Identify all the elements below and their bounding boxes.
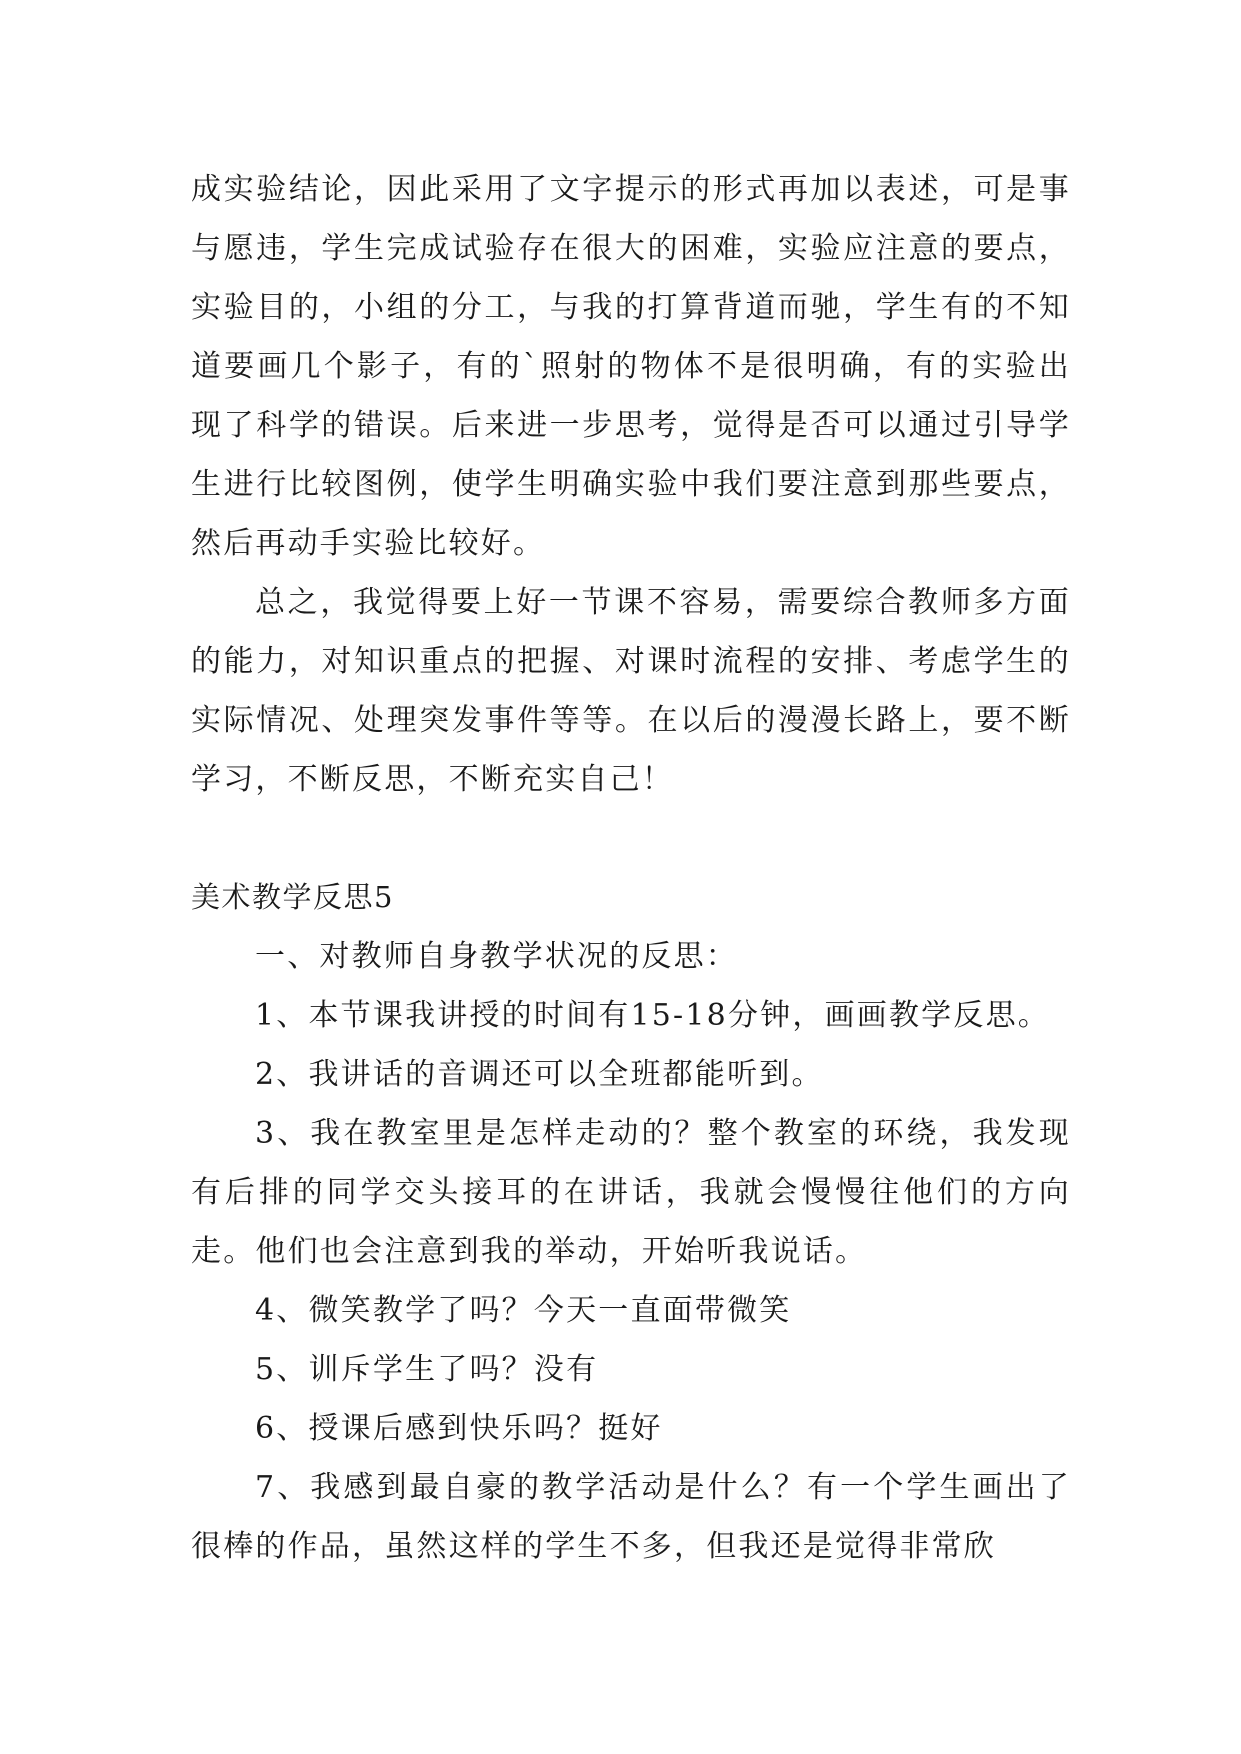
paragraph-item-heading: 一、对教师自身教学状况的反思：: [255, 939, 738, 974]
paragraph-experiment-reflection: 成实验结论，因此采用了文字提示的形式再加以表述，可是事与愿违，学生完成试验存在很大的困难，实验应注意的要点，实验目的，小组的分工，与我的打算背道而驰，学生有的不知道要画几个影子，有的`照射的物体不是很明确，有的实验出现了科学的错误。后来进一步思考，觉得是否可以通过引导学生进行比较图例，使学生明确实验中我们要注意到那些要点，然后再动手实验比较好。: [191, 172, 1071, 561]
paragraph-item-5: 5、训斥学生了吗？没有: [255, 1352, 599, 1387]
paragraph-item-3: 3、我在教室里是怎样走动的？整个教室的环绕，我发现有后排的同学交头接耳的在讲话，我就会慢慢往他们的方向走。他们也会注意到我的举动，开始听我说话。: [191, 1116, 1071, 1269]
section-title: 美术教学反思5: [191, 880, 394, 914]
paragraph-item-7: 7、我感到最自豪的教学活动是什么？有一个学生画出了很棒的作品，虽然这样的学生不多，但我还是觉得非常欣: [191, 1470, 1071, 1564]
document-body: [191, 160, 1071, 1576]
paragraph-item-6: 6、授课后感到快乐吗？挺好: [255, 1411, 663, 1446]
paragraph-item-2: 2、我讲话的音调还可以全班都能听到。: [255, 1057, 824, 1092]
paragraph-conclusion: 总之，我觉得要上好一节课不容易，需要综合教师多方面的能力，对知识重点的把握、对课时流程的安排、考虑学生的实际情况、处理突发事件等等。在以后的漫漫长路上，要不断学习，不断反思，不断充实自己！: [191, 585, 1071, 797]
paragraph-item-4: 4、微笑教学了吗？今天一直面带微笑: [255, 1293, 792, 1328]
paragraph-item-1: 1、本节课我讲授的时间有15-18分钟，画画教学反思。: [255, 998, 1050, 1033]
